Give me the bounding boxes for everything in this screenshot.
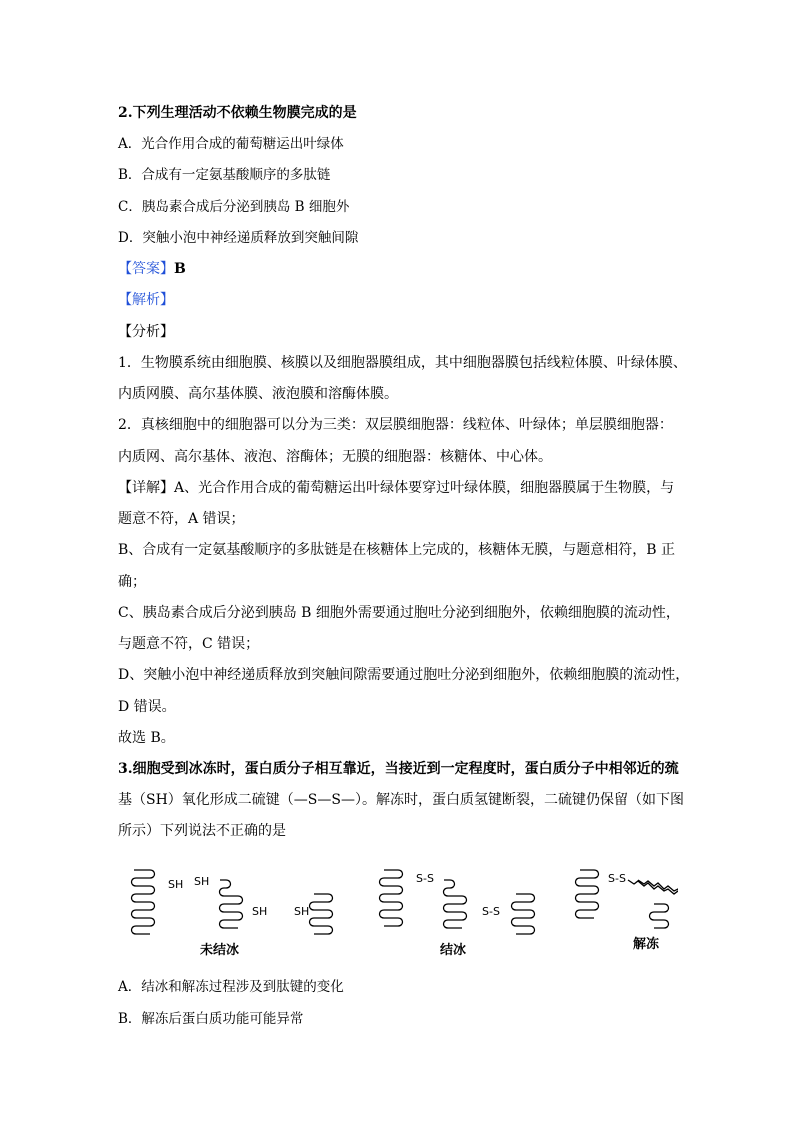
thawed-unfolded-chain xyxy=(628,880,678,928)
sh-label-3: SH xyxy=(252,905,268,918)
detail-a-line1 xyxy=(118,478,674,498)
protein-chain-5 xyxy=(444,880,467,928)
detail-d-line2: D 错误。 xyxy=(118,699,176,715)
detail-b-line2: 确； xyxy=(118,574,146,590)
point1-line1: 1．生物膜系统由细胞膜、核膜以及细胞器膜组成，其中细胞器膜包括线粒体膜、叶绿体膜、 xyxy=(118,355,687,371)
label-thawed: 解冻 xyxy=(633,937,660,952)
detail-a-line2: 题意不符，A 错误； xyxy=(118,511,245,527)
point1-line2: 内质网膜、高尔基体膜、液泡膜和溶酶体膜。 xyxy=(118,386,398,402)
q3-option-a: A．结冰和解冻过程涉及到肽键的变化 xyxy=(118,979,344,995)
label-unfrozen: 未结冰 xyxy=(200,943,240,958)
q2-option-a: A．光合作用合成的葡萄糖运出叶绿体 xyxy=(118,136,344,152)
q2-option-c: C．胰岛素合成后分泌到胰岛 B 细胞外 xyxy=(118,199,350,215)
label-frozen: 结冰 xyxy=(440,943,467,958)
q3-stem-line1: 3.细胞受到冰冻时，蛋白质分子相互靠近，当接近到一定程度时，蛋白质分子中相邻近的巯 xyxy=(118,761,679,777)
detail-a-text: A、光合作用合成的葡萄糖运出叶绿体要穿过叶绿体膜，细胞器膜属于生物膜，与 xyxy=(174,480,675,496)
sh-label-4: SH xyxy=(294,905,310,918)
fenxi-tag: 【分析】 xyxy=(118,324,174,340)
detail-c-line2: 与题意不符，C 错误； xyxy=(118,636,260,652)
q3-option-b: B．解冻后蛋白质功能可能异常 xyxy=(118,1011,304,1027)
detail-d-line1: D、突触小泡中神经递质释放到突触间隙需要通过胞吐分泌到细胞外，依赖细胞膜的流动性， xyxy=(118,667,690,683)
q2-answer-line xyxy=(118,259,186,279)
answer-value: B xyxy=(174,261,186,277)
point2-line2: 内质网、高尔基体、液泡、溶酶体；无膜的细胞器：核糖体、中心体。 xyxy=(118,449,552,465)
protein-chain-4 xyxy=(380,870,403,926)
detail-tag: 【详解】 xyxy=(118,480,174,496)
protein-chain-1 xyxy=(132,870,155,934)
protein-chain-2 xyxy=(220,880,243,928)
q2-stem: 2.下列生理活动不依赖生物膜完成的是 xyxy=(118,105,357,121)
protein-chain-6 xyxy=(512,894,535,934)
ss-label-1: S-S xyxy=(416,872,434,885)
q2-option-d: D．突触小泡中神经递质释放到突触间隙 xyxy=(118,230,359,246)
detail-b-line1: B、合成有一定氨基酸顺序的多肽链是在核糖体上完成的，核糖体无膜，与题意相符，B 正 xyxy=(118,542,676,558)
protein-freezing-diagram xyxy=(118,858,678,968)
q3-stem-line2: 基（SH）氧化形成二硫键（—S—S—）。解冻时，蛋白质氢键断裂，二硫键仍保留（如下图 xyxy=(118,792,684,808)
diagram-svg xyxy=(118,858,678,968)
sh-label-1: SH xyxy=(168,878,184,891)
conclusion: 故选 B。 xyxy=(118,730,175,746)
q3-stem-line3: 所示）下列说法不正确的是 xyxy=(118,823,286,839)
ss-label-2: S-S xyxy=(482,905,500,918)
sh-label-2: SH xyxy=(194,875,210,888)
answer-tag: 【答案】 xyxy=(118,261,174,277)
q2-option-b: B．合成有一定氨基酸顺序的多肽链 xyxy=(118,167,331,183)
detail-c-line1: C、胰岛素合成后分泌到胰岛 B 细胞外需要通过胞吐分泌到细胞外，依赖细胞膜的流动性， xyxy=(118,605,680,621)
analysis-tag: 【解析】 xyxy=(118,292,174,308)
protein-chain-7 xyxy=(576,870,599,918)
point2-line1: 2．真核细胞中的细胞器可以分为三类：双层膜细胞器：线粒体、叶绿体；单层膜细胞器： xyxy=(118,417,673,433)
protein-chain-3 xyxy=(310,894,333,934)
ss-label-3: S-S xyxy=(608,872,626,885)
